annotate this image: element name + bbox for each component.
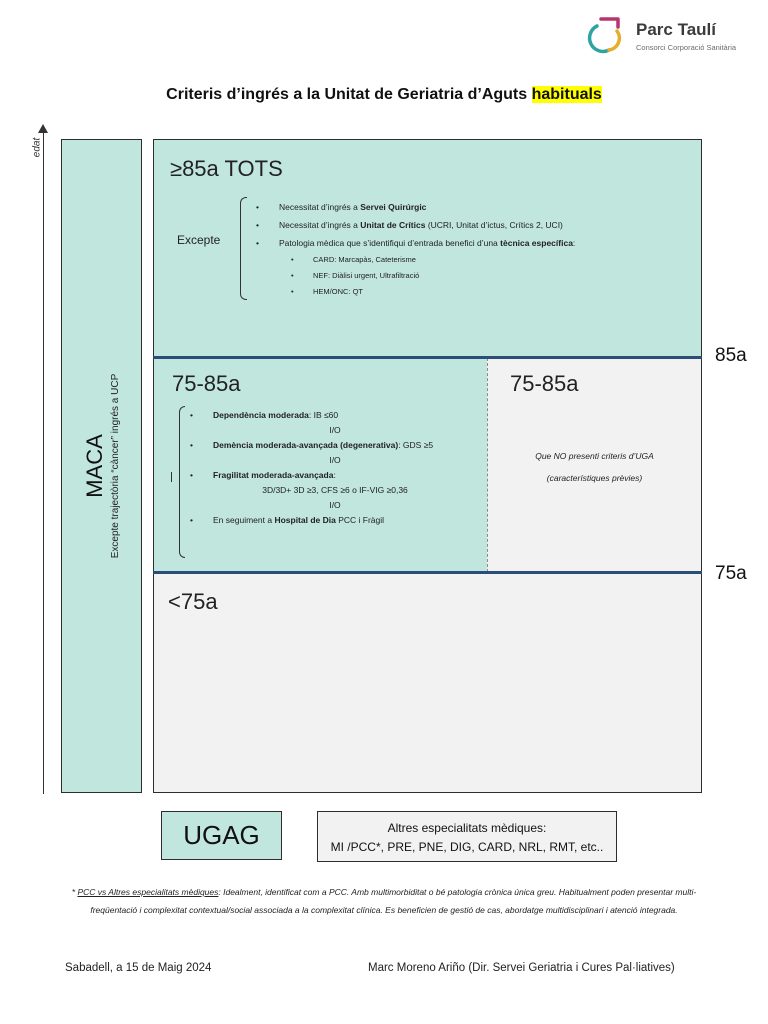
title-highlight: habituals	[531, 86, 602, 103]
footer-author: Marc Moreno Ariño (Dir. Servei Geriatria i Cures Pal·liatives)	[368, 962, 675, 974]
footnote-text: : Idealment, identificat com a PCC. Amb multimorbiditat o bé patologia crònica única greu. Habitualment poden presentar multi-freqüentació i complexitat contextual/social associada a la complexitat clínica. Es beneficien de gestió de cas, abordatge multidisciplinari i atenció integrada.	[90, 887, 697, 915]
other-specialties-title: Altres especialitats mèdiques:	[387, 821, 547, 835]
criteria-brace	[179, 406, 185, 558]
other-specialties-box	[317, 811, 617, 862]
or-label: I/O	[329, 425, 341, 435]
maca-title: MACA	[81, 434, 107, 498]
note-line: Que NO presenti criteris d’UGA	[535, 451, 654, 461]
no-uga-note	[488, 445, 701, 489]
list-item: • Fragilitat moderada-avançada:	[190, 468, 480, 483]
threshold-line-75	[153, 571, 702, 574]
age-label-85-plus: ≥85a TOTS	[170, 156, 283, 181]
list-item: • Necessitat d’ingrés a Servei Quirúrgic	[256, 198, 575, 216]
age-label-75-85-right: 75-85a	[510, 371, 579, 396]
list-subitem: • CARD: Marcapàs, Cateterisme	[256, 252, 575, 268]
excepte-label: Excepte	[177, 233, 221, 247]
list-subitem: • NEF: Diàlisi urgent, Ultrafiltració	[256, 268, 575, 284]
note-line: (característiques prèvies)	[546, 473, 643, 483]
threshold-line-85	[153, 356, 702, 359]
maca-text-group	[81, 256, 123, 676]
age-axis-label: edat	[31, 137, 43, 158]
page-title	[0, 86, 768, 104]
age-label-under-75: <75a	[168, 589, 218, 614]
list-item: • Dependència moderada: IB ≤60	[190, 408, 480, 423]
fragility-detail: 3D/3D+ 3D ≥3, CFS ≥6 o IF-VIG ≥0,36	[262, 485, 408, 495]
threshold-label-85: 85a	[715, 345, 747, 366]
brace-tick	[171, 472, 172, 482]
threshold-label-75: 75a	[715, 563, 747, 584]
excepte-brace	[240, 197, 247, 300]
maca-column	[61, 139, 142, 793]
list-item: • En seguiment a Hospital de Dia PCC i Fràgil	[190, 513, 480, 528]
logo-subtitle: Consorci Corporació Sanitària	[636, 43, 737, 52]
age-axis-line	[43, 132, 44, 794]
logo-name: Parc Taulí	[636, 20, 716, 39]
footnote: * PCC vs Altres especialitats mèdiques: Idealment, identificat com a PCC. Amb multimorbiditat o bé patologia crònica única greu. Habitualment poden presentar multi-freqüentació i complexitat contextual/social associada a la complexitat clínica. Es beneficien de gestió de cas, abordatge multidisciplinari i atenció integrada.	[71, 887, 697, 915]
list-item: • Necessitat d’ingrés a Unitat de Crítics (UCRI, Unitat d’ictus, Crítics 2, UCI)	[256, 216, 575, 234]
other-specialties-list: MI /PCC*, PRE, PNE, DIG, CARD, NRL, RMT, etc..	[330, 840, 604, 854]
footnote-underlined: PCC vs Altres especialitats mèdiques	[77, 887, 219, 897]
exception-list	[256, 198, 575, 300]
logo-rings-icon	[584, 14, 632, 60]
title-prefix: Criteris d’ingrés a la Unitat de Geriatria d’Aguts	[166, 86, 532, 103]
age-label-75-85-left: 75-85a	[172, 371, 241, 396]
or-label: I/O	[329, 455, 341, 465]
footer-place-date: Sabadell, a 15 de Maig 2024	[65, 962, 212, 974]
parc-tauli-logo	[584, 14, 759, 60]
list-subitem: • HEM/ONC: QT	[256, 284, 575, 300]
ugag-box: UGAG	[161, 811, 282, 860]
maca-subtitle: Excepte trajectòria “càncer” ingrés a UCP	[109, 373, 121, 559]
uga-criteria-list	[190, 408, 480, 528]
list-item: • Demència moderada-avançada (degenerativa): GDS ≥5	[190, 438, 480, 453]
list-item: • Patologia mèdica que s’identifiqui d’entrada benefici d’una tècnica específica:	[256, 234, 575, 252]
or-label: I/O	[329, 500, 341, 510]
